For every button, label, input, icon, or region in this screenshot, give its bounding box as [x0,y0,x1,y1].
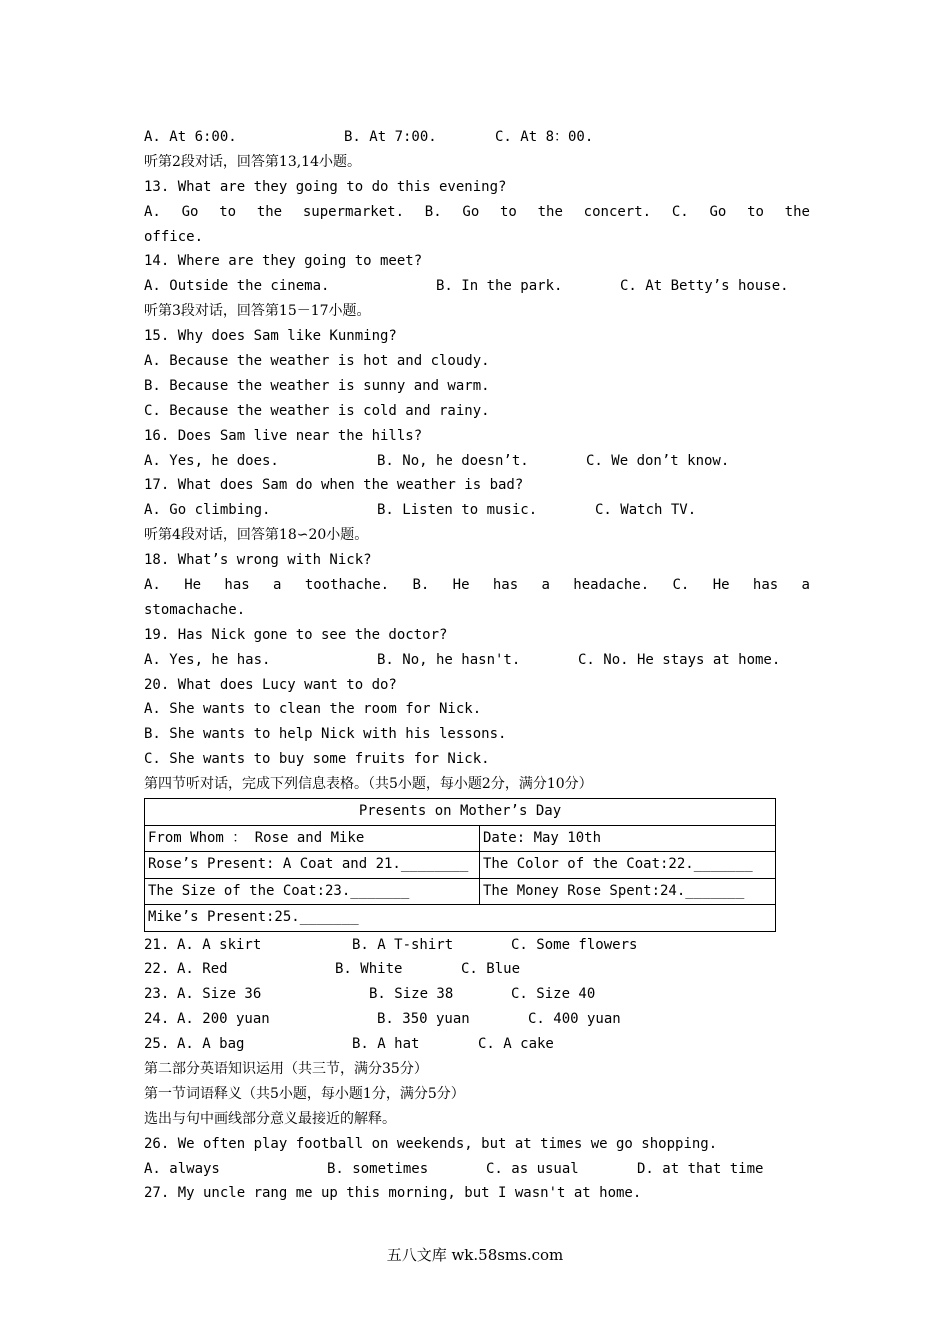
part2-instruction: 选出与句中画线部分意义最接近的解释。 [144,1110,396,1127]
q20-option-c: C. She wants to buy some fruits for Nick. [144,751,490,768]
q22-option-b: B. White [335,961,403,978]
info-date: Date: May 10th [480,825,776,852]
q18-options-line [144,573,810,598]
q24-number: 24. [144,1011,170,1028]
q21-option-b: B. A T-shirt [352,936,454,953]
q14-option-b: B. In the park. [436,278,563,295]
q26-option-d: D. at that time [637,1160,764,1177]
q16-stem: 16. Does Sam live near the hills? [144,427,423,444]
q26-option-b: B. sometimes [327,1160,429,1177]
q18-word: He [452,577,470,594]
q18-word: headache. [573,577,650,594]
q13-stem: 13. What are they going to do this evening? [144,178,507,195]
q24-option-c: C. 400 yuan [528,1011,621,1028]
q16-option-b: B. No, he doesn’t. [377,452,529,469]
part2-title: 第二部分英语知识运用（共三节，满分35分） [144,1061,428,1077]
q25-option-c: C. A cake [478,1036,554,1053]
q21-row [144,933,810,958]
info-table-title: Presents on Mother’s Day [145,799,776,826]
q13-options-line2: office. [144,228,204,245]
q25-option-a: A. A bag [177,1036,245,1053]
q13-word: Go [462,203,480,220]
q15-option-c: C. Because the weather is cold and rainy. [144,402,490,419]
part2-section1-title: 第一节词语释义（共5小题，每小题1分，满分5分） [144,1085,465,1102]
q18-options-line2: stomachache. [144,601,246,618]
q22-row [144,957,810,982]
q21-number: 21. [144,936,170,953]
exam-content [144,125,810,1206]
q19-option-c: C. No. He stays at home. [578,651,781,668]
q12-options [144,125,810,150]
q13-word: C. [671,203,689,220]
q13-word: the [256,203,283,220]
info-money-spent: The Money Rose Spent:24._______ [480,878,776,905]
q23-option-a: A. Size 36 [177,986,262,1003]
q18-word: A. [144,577,161,594]
q13-word: B. [424,203,442,220]
q14-options [144,274,810,299]
q15-option-a: A. Because the weather is hot and cloudy. [144,353,490,370]
info-coat-color: The Color of the Coat:22._______ [480,852,776,879]
q17-option-a: A. Go climbing. [144,502,271,519]
q20-option-b: B. She wants to help Nick with his lessons. [144,726,507,743]
q26-stem: 26. We often play football on weekends, but at times we go shopping. [144,1135,718,1152]
q25-number: 25. [144,1036,170,1053]
q20-option-a: A. She wants to clean the room for Nick. [144,701,482,718]
part4-title: 第四节听对话，完成下列信息表格。（共5小题，每小题2分，满分10分） [144,776,593,793]
q22-number: 22. [144,961,170,978]
q13-word: the [537,203,563,220]
info-from-whom: From Whom ： Rose and Mike [145,825,480,852]
q17-option-c: C. Watch TV. [595,502,697,519]
info-table [144,798,776,932]
q13-word: Go [709,203,727,220]
q22-option-c: C. Blue [461,961,521,978]
info-coat-size: The Size of the Coat:23._______ [145,878,480,905]
info-mike-present: Mike’s Present:25._______ [145,905,776,932]
q20-stem: 20. What does Lucy want to do? [144,676,397,693]
q16-option-a: A. Yes, he does. [144,452,279,469]
q17-options [144,498,810,523]
q14-option-a: A. Outside the cinema. [144,278,330,295]
q13-word: the [784,203,810,220]
q18-word: a [801,577,810,594]
q21-option-a: A. A skirt [177,936,262,953]
q18-word: has [492,577,519,594]
q18-word: toothache. [304,577,390,594]
q19-option-b: B. No, he hasn't. [377,651,521,668]
q16-options [144,449,810,474]
q13-word: to [219,203,237,220]
q18-word: He [712,577,730,594]
q24-option-b: B. 350 yuan [377,1011,470,1028]
q18-word: has [752,577,779,594]
q13-word: Go [181,203,199,220]
section2-intro: 听第2段对话，回答第13,14小题。 [144,153,361,170]
q26-options [144,1157,810,1182]
q25-option-b: B. A hat [352,1036,420,1053]
q14-option-c: C. At Betty’s house. [620,278,789,295]
q18-word: has [224,577,250,594]
q13-word: A. [144,203,161,220]
q19-options [144,648,810,673]
q24-option-a: A. 200 yuan [177,1011,270,1028]
footer-watermark: 五八文库 wk.58sms.com [386,1246,564,1264]
q22-option-a: A. Red [177,961,228,978]
q23-option-b: B. Size 38 [369,986,454,1003]
q12-option-b: B. At 7:00. [344,129,437,145]
q12-option-c: C. At 8：00. [495,129,594,145]
q13-word: concert. [583,203,652,220]
q17-option-b: B. Listen to music. [377,502,538,519]
q19-stem: 19. Has Nick gone to see the doctor? [144,626,448,643]
q18-word: C. [672,577,690,594]
q21-option-c: C. Some flowers [511,936,638,953]
q15-stem: 15. Why does Sam like Kunming? [144,328,397,345]
q14-stem: 14. Where are they going to meet? [144,253,423,270]
q16-option-c: C. We don’t know. [586,452,730,469]
section4-intro: 听第4段对话，回答第18∽20小题。 [144,527,369,544]
section3-intro: 听第3段对话，回答第15－17小题。 [144,303,371,320]
q25-row [144,1032,810,1057]
q18-word: a [541,577,550,594]
info-rose-present: Rose’s Present: A Coat and 21.________ [145,852,480,879]
q24-row [144,1007,810,1032]
q18-word: B. [412,577,430,594]
q12-option-a: A. At 6:00. [144,129,237,145]
q15-option-b: B. Because the weather is sunny and warm. [144,377,490,394]
q13-word: to [747,203,764,220]
q23-row [144,982,810,1007]
q13-word: to [500,203,517,220]
q18-stem: 18. What’s wrong with Nick? [144,552,372,569]
q19-option-a: A. Yes, he has. [144,651,271,668]
q23-option-c: C. Size 40 [511,986,596,1003]
q26-option-c: C. as usual [486,1160,579,1177]
q27-stem: 27. My uncle rang me up this morning, but I wasn't at home. [144,1185,642,1202]
q18-word: He [184,577,202,594]
q23-number: 23. [144,986,170,1003]
q18-word: a [273,577,282,594]
q13-options-line [144,200,810,225]
q13-word: supermarket. [302,203,405,220]
q26-option-a: A. always [144,1160,220,1177]
q17-stem: 17. What does Sam do when the weather is bad? [144,477,524,494]
